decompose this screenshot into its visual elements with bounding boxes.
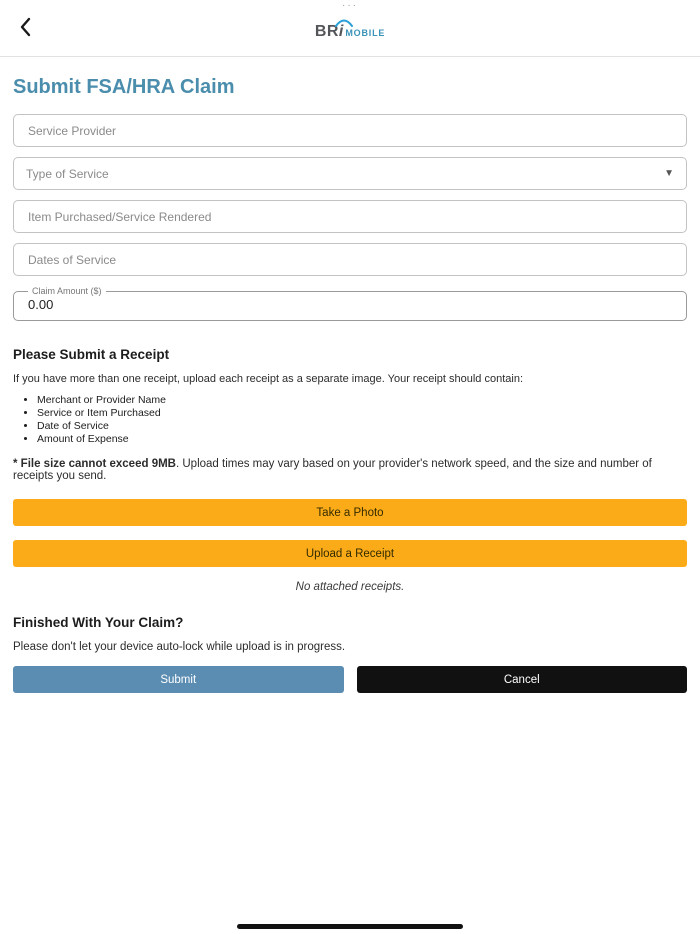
take-photo-button[interactable]: Take a Photo xyxy=(13,499,687,526)
file-size-note-rest: . Upload times may vary based on your provider's network speed, and the size and number of receipts you send. xyxy=(13,458,652,482)
chevron-left-icon xyxy=(19,17,31,40)
receipt-requirements-list xyxy=(13,394,687,445)
type-of-service-placeholder: Type of Service xyxy=(26,166,109,181)
logo-text-br: BR xyxy=(314,23,339,40)
item-purchased-field-wrap xyxy=(13,200,687,233)
list-item: • Amount of Expense xyxy=(37,433,687,445)
file-size-note-bold: * File size cannot exceed 9MB xyxy=(13,458,176,470)
logo-arc-icon xyxy=(335,14,353,32)
list-item: • Service or Item Purchased xyxy=(37,407,687,419)
back-button[interactable] xyxy=(10,13,40,43)
submit-button[interactable]: Submit xyxy=(13,666,344,693)
upload-receipt-button[interactable]: Upload a Receipt xyxy=(13,540,687,567)
cancel-button[interactable]: Cancel xyxy=(357,666,688,693)
claim-amount-input[interactable] xyxy=(26,296,674,313)
chevron-down-icon: ▼ xyxy=(664,168,674,179)
claim-amount-field-wrap xyxy=(13,286,687,321)
list-item: • Date of Service xyxy=(37,420,687,432)
no-receipts-status: No attached receipts. xyxy=(295,581,405,593)
status-dots: ··· xyxy=(342,0,358,11)
home-indicator-bar[interactable] xyxy=(237,924,463,929)
dates-of-service-input[interactable] xyxy=(26,252,674,268)
main-content xyxy=(0,76,700,693)
claim-amount-label: Claim Amount ($) xyxy=(32,286,102,296)
logo-text-i: i xyxy=(339,23,343,41)
page-title: Submit FSA/HRA Claim xyxy=(13,76,235,98)
type-of-service-select[interactable] xyxy=(13,157,687,190)
bri-mobile-logo xyxy=(315,15,385,41)
app-header xyxy=(0,0,700,57)
dates-of-service-field-wrap xyxy=(13,243,687,276)
finished-section-heading: Finished With Your Claim? xyxy=(13,615,184,630)
file-size-note xyxy=(13,458,687,482)
list-item: • Merchant or Provider Name xyxy=(37,394,687,406)
receipt-section-heading: Please Submit a Receipt xyxy=(13,347,170,362)
service-provider-input[interactable] xyxy=(26,123,674,139)
logo-text-mobile: MOBILE xyxy=(345,28,386,38)
receipt-intro-text: If you have more than one receipt, upload each receipt as a separate image. Your receipt should contain: xyxy=(13,373,523,385)
item-purchased-input[interactable] xyxy=(26,209,674,225)
service-provider-field-wrap xyxy=(13,114,687,147)
form-actions xyxy=(13,666,687,693)
autolock-note: Please don't let your device auto-lock while upload is in progress. xyxy=(13,641,346,653)
